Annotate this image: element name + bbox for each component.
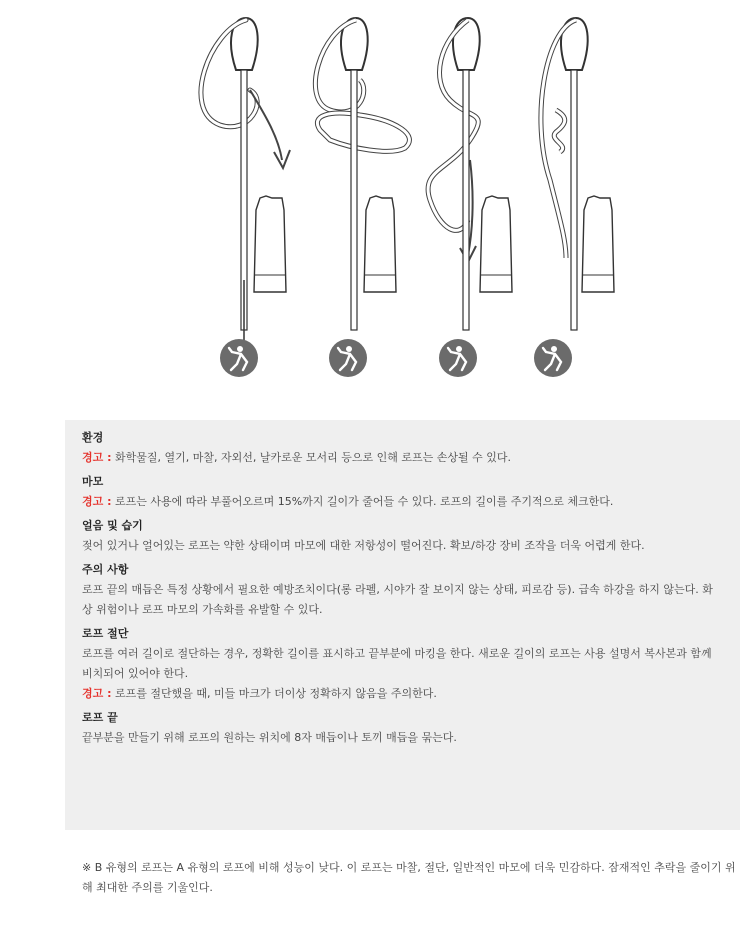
knot-step-1 xyxy=(201,18,290,377)
section-title: 로프 절단 xyxy=(82,627,129,640)
section-text: 로프는 사용에 따라 부풀어오르며 15%까지 길이가 줄어들 수 있다. 로프의 길이를 주기적으로 체크한다. xyxy=(111,495,614,508)
knot-step-4 xyxy=(534,18,614,377)
section-title: 환경 xyxy=(82,431,104,444)
section-rope-end xyxy=(82,710,723,748)
section-text: 젖어 있거나 얼어있는 로프는 약한 상태이며 마모에 대한 저항성이 떨어진다. 확보/하강 장비 조작을 더욱 어렵게 한다. xyxy=(82,539,645,552)
warning-label: 경고 : xyxy=(82,687,112,700)
person-abseiling-icon xyxy=(439,339,477,377)
section-title: 얼음 및 습기 xyxy=(82,519,143,532)
warning-label: 경고 : xyxy=(82,451,112,464)
section-text: 로프를 여러 길이로 절단하는 경우, 정확한 길이를 표시하고 끝부분에 마킹을 한다. 새로운 길이의 로프는 사용 설명서 복사본과 함께 비치되어 있어야 한다. xyxy=(82,647,712,680)
person-abseiling-icon xyxy=(329,339,367,377)
footnote: ※ B 유형의 로프는 A 유형의 로프에 비해 성능이 낮다. 이 로프는 마찰, 절단, 일반적인 마모에 더욱 민감하다. 잠재적인 추락을 줄이기 위해 최대한 주의를 기울인다. xyxy=(82,861,736,894)
person-abseiling-icon xyxy=(220,339,258,377)
section-text: 로프 끝의 매듭은 특정 상황에서 필요한 예방조치이다(롱 라펠, 시야가 잘 보이지 않는 상태, 피로감 등). 급속 하강을 하지 않는다. 화상 위험이나 로프 마모의 가속화를 유발할 수 있다. xyxy=(82,583,713,616)
section-rope-cutting xyxy=(82,626,723,704)
knot-step-2 xyxy=(315,18,409,377)
knot-step-3 xyxy=(428,18,512,377)
section-environment xyxy=(82,430,723,468)
section-text: 화학물질, 열기, 마찰, 자외선, 날카로운 모서리 등으로 인해 로프는 손상될 수 있다. xyxy=(111,451,511,464)
knot-steps-illustration xyxy=(0,0,754,400)
rope-care-panel xyxy=(65,420,740,830)
section-wear xyxy=(82,474,723,512)
section-title: 마모 xyxy=(82,475,104,488)
section-ice-moisture xyxy=(82,518,723,556)
person-abseiling-icon xyxy=(534,339,572,377)
warning-text: 로프를 절단했을 때, 미들 마크가 더이상 정확하지 않음을 주의한다. xyxy=(111,687,437,700)
section-title: 로프 끝 xyxy=(82,711,118,724)
section-title: 주의 사항 xyxy=(82,563,129,576)
section-precautions xyxy=(82,562,723,620)
section-text: 끝부분을 만들기 위해 로프의 원하는 위치에 8자 매듭이나 토끼 매듭을 묶는다. xyxy=(82,731,457,744)
warning-label: 경고 : xyxy=(82,495,112,508)
